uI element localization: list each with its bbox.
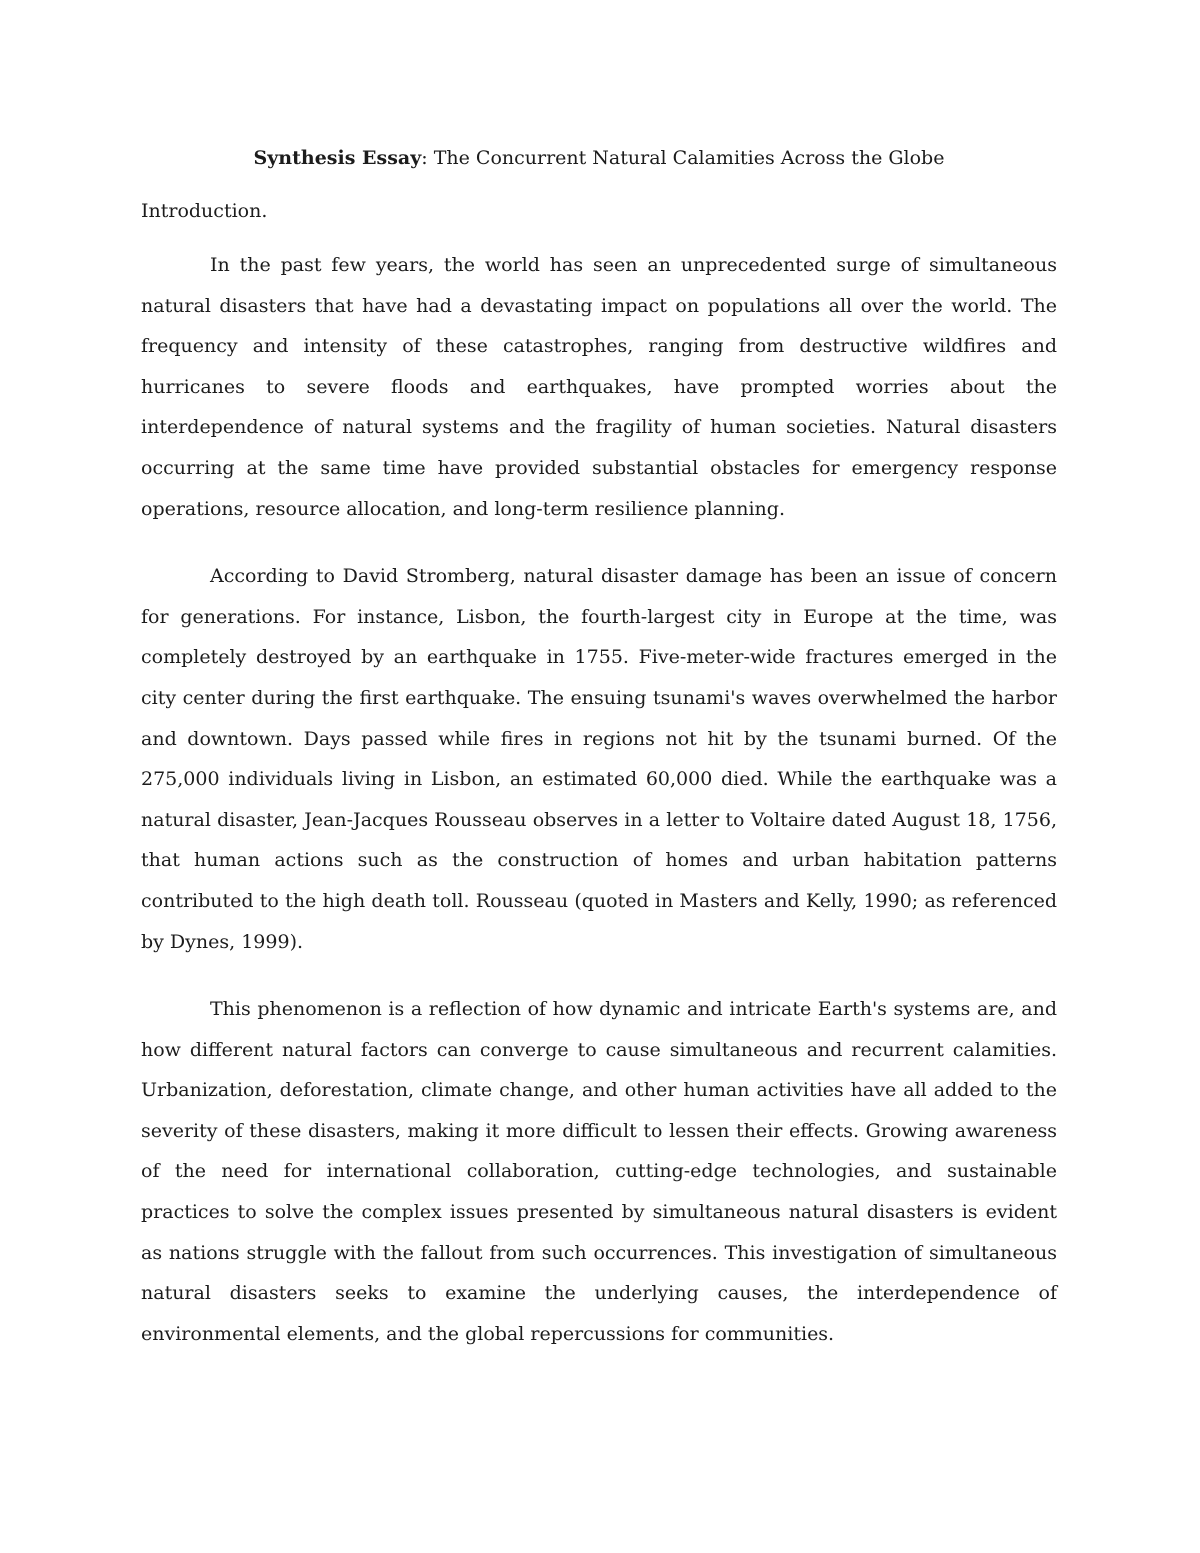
title-bold-part: Synthesis Essay — [253, 147, 422, 169]
document-page — [141, 138, 1057, 1381]
section-heading-introduction: Introduction. — [141, 200, 268, 222]
document-title — [141, 138, 1057, 178]
title-rest-part: : The Concurrent Natural Calamities Across the Globe — [421, 147, 945, 169]
paragraph: This phenomenon is a reflection of how dynamic and intricate Earth's systems are, and how different natural factors can converge to cause simultaneous and recurrent calamities. Urbanization, deforestation, climate change, and other human activities have all added to the severity of these disasters, making it more difficult to lessen their effects. Growing awareness of the need for international collaboration, cutting-edge technologies, and sustainable practices to solve the complex issues presented by simultaneous natural disasters is evident as nations struggle with the fallout from such occurrences. This investigation of simultaneous natural disasters seeks to examine the underlying causes, the interdependence of environmental elements, and the global repercussions for communities. — [141, 998, 1057, 1345]
paragraph: In the past few years, the world has seen an unprecedented surge of simultaneous natural disasters that have had a devastating impact on populations all over the world. The frequency and intensity of these catastrophes, ranging from destructive wildfires and hurricanes to severe floods and earthquakes, have prompted worries about the interdependence of natural systems and the fragility of human societies. Natural disasters occurring at the same time have provided substantial obstacles for emergency response operations, resource allocation, and long-term resilience planning. — [141, 254, 1057, 520]
paragraph: According to David Stromberg, natural disaster damage has been an issue of concern for generations. For instance, Lisbon, the fourth-largest city in Europe at the time, was completely destroyed by an earthquake in 1755. Five-meter-wide fractures emerged in the city center during the first earthquake. The ensuing tsunami's waves overwhelmed the harbor and downtown. Days passed while fires in regions not hit by the tsunami burned. Of the 275,000 individuals living in Lisbon, an estimated 60,000 died. While the earthquake was a natural disaster, Jean-Jacques Rousseau observes in a letter to Voltaire dated August 18, 1756, that human actions such as the construction of homes and urban habitation patterns contributed to the high death toll. Rousseau (quoted in Masters and Kelly, 1990; as referenced by Dynes, 1999). — [141, 565, 1057, 953]
